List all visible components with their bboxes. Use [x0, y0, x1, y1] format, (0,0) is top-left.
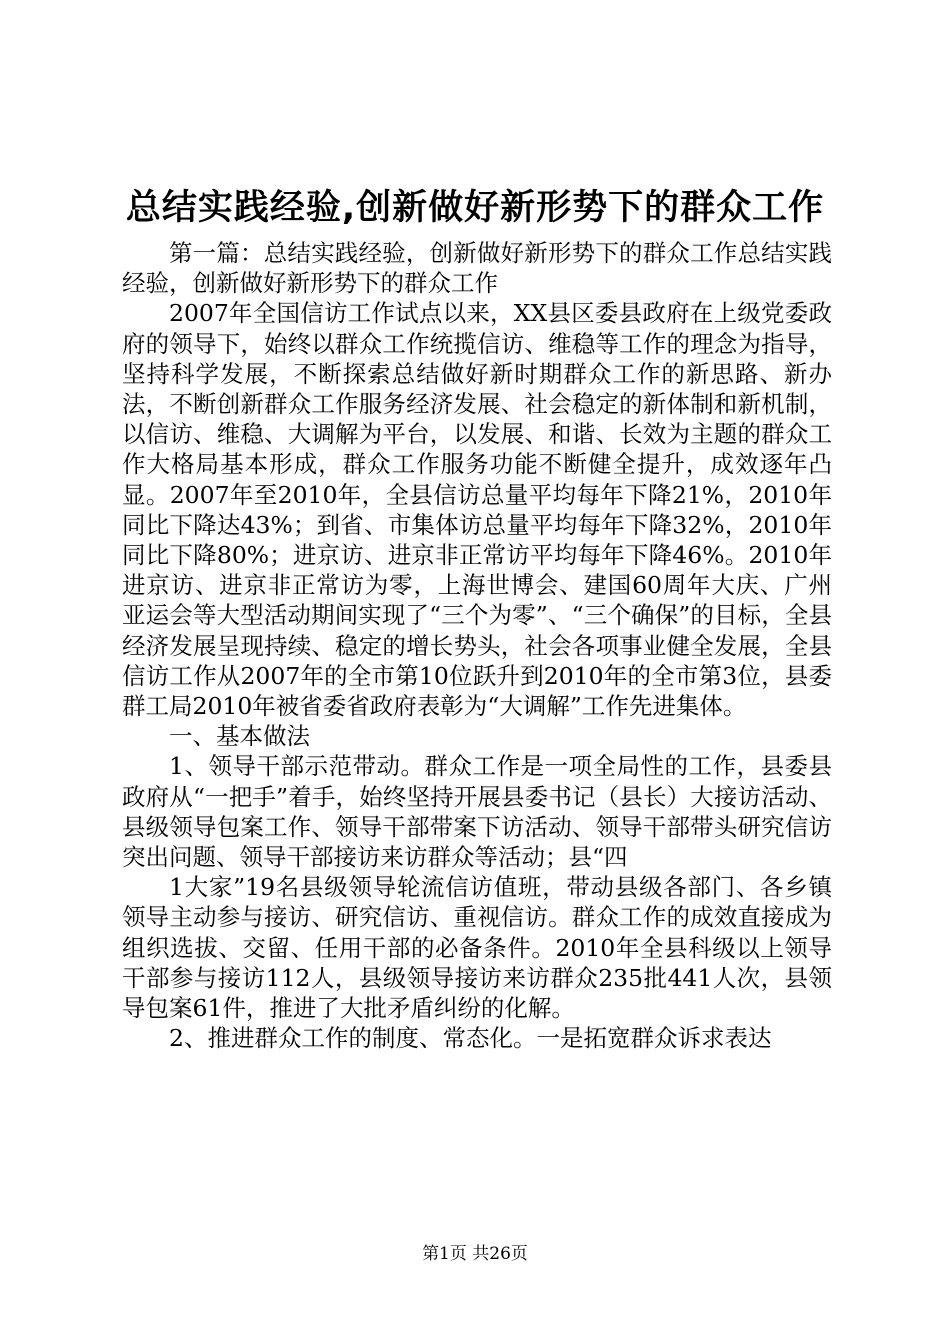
paragraph-leadership: 1、领导干部示范带动。群众工作是一项全局性的工作，县委县政府从“一把手”着手，始终坚持开展县委书记（县长）大接访活动、县级领导包案工作、领导干部带案下访活动、领导干部带头研究信访突出问题、领导干部接访来访群众等活动；县“四 [122, 752, 832, 872]
section-heading-basic-methods: 一、基本做法 [169, 722, 310, 751]
paragraph-leadership-continued: 1大家”19名县级领导轮流信访值班，带动县级各部门、各乡镇领导主动参与接访、研究信访、重视信访。群众工作的成效直接成为组织选拔、交留、任用干部的必备条件。2010年全县科级以上领导干部参与接访112人，县级领导接访来访群众235批441人次，县领导包案61件，推进了大批矛盾纠纷的化解。 [122, 873, 832, 1023]
paragraph-intro: 第一篇：总结实践经验，创新做好新形势下的群众工作总结实践经验，创新做好新形势下的群众工作 [122, 239, 832, 298]
paragraph-overview: 2007年全国信访工作试点以来，XX县区委县政府在上级党委政府的领导下，始终以群众工作统揽信访、维稳等工作的理念为指导，坚持科学发展，不断探索总结做好新时期群众工作的新思路、新办法，不断创新群众工作服务经济发展、社会稳定的新体制和新机制，以信访、维稳、大调解为平台，以发展、和谐、长效为主题的群众工作大格局基本形成，群众工作服务功能不断健全提升，成效逐年凸显。2007年至2010年，全县信访总量平均每年下降21%，2010年同比下降达43%；到省、市集体访总量平均每年下降32%，2010年同比下降80%；进京访、进京非正常访平均每年下降46%。2010年进京访、进京非正常访为零，上海世博会、建国60周年大庆、广州亚运会等大型活动期间实现了“三个为零”、“三个确保”的目标，全县经济发展呈现持续、稳定的增长势头，社会各项事业健全发展，全县信访工作从2007年的全市第10位跃升到2010年的全市第3位，县委群工局2010年被省委省政府表彰为“大调解”工作先进集体。 [122, 299, 832, 721]
page-footer: 第1页 共26页 [422, 1244, 528, 1264]
document-title: 总结实践经验,创新做好新形势下的群众工作 [125, 188, 825, 228]
paragraph-institutionalization: 2、推进群众工作的制度、常态化。一是拓宽群众诉求表达 [169, 1024, 772, 1053]
document-body [122, 238, 832, 1053]
